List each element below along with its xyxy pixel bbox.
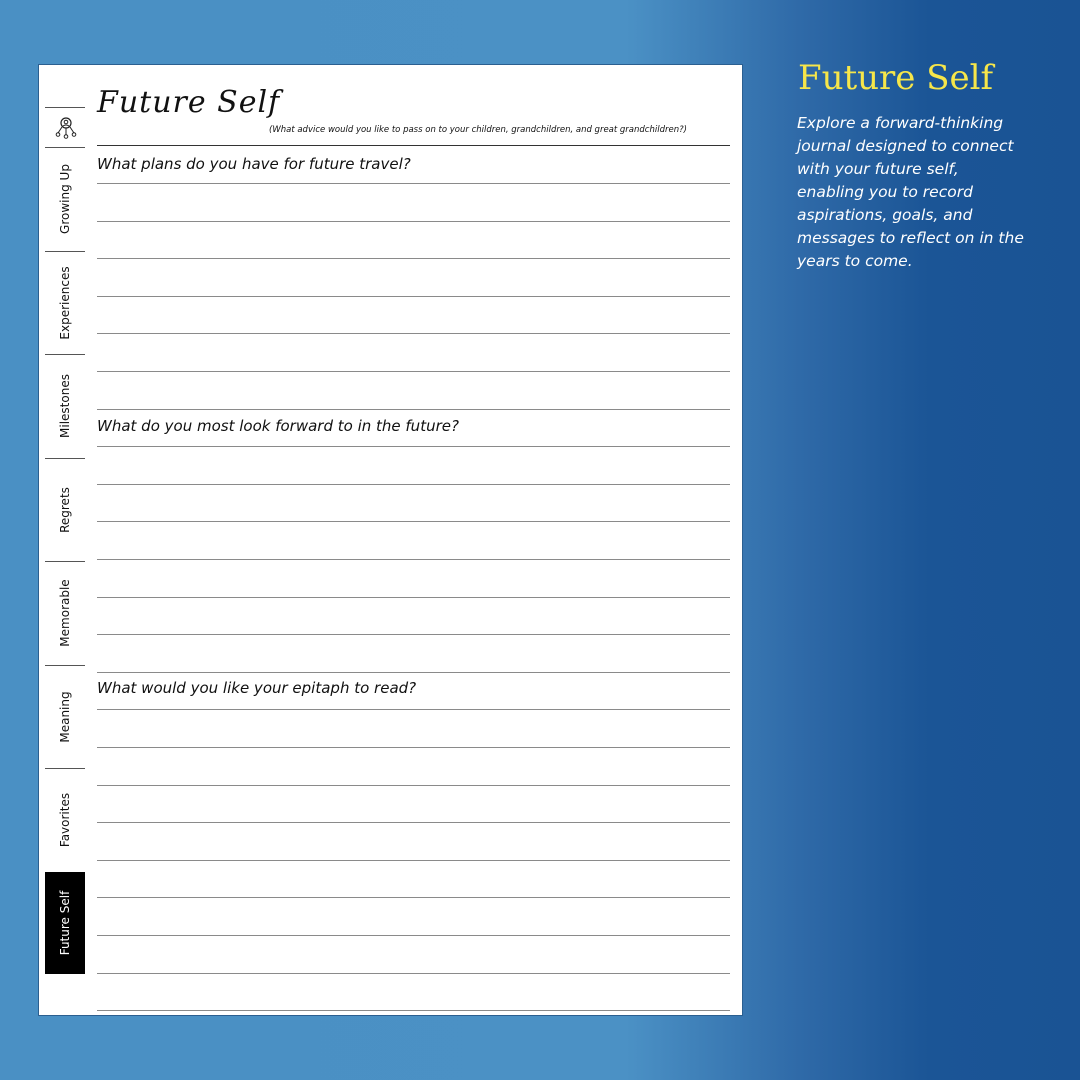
section-tabs [45,107,85,974]
page-subtitle: (What advice would you like to pass on to your children, grandchildren, and great grandchildren?) [269,125,687,135]
tab-meaning[interactable]: Meaning [45,665,85,769]
writing-line[interactable] [97,822,730,823]
tab-memorable[interactable]: Memorable [45,561,85,665]
writing-line[interactable] [97,597,730,598]
person-network-icon [55,116,77,140]
writing-line[interactable] [97,409,730,410]
writing-line[interactable] [97,521,730,522]
tab-regrets[interactable]: Regrets [45,458,85,562]
writing-line[interactable] [97,446,730,447]
writing-line[interactable] [97,973,730,974]
tab-home[interactable] [45,107,85,147]
writing-line[interactable] [97,672,730,673]
writing-line[interactable] [97,296,730,297]
writing-line[interactable] [97,371,730,372]
writing-line[interactable] [97,785,730,786]
writing-line[interactable] [97,897,730,898]
tab-future-self[interactable]: Future Self [45,872,85,974]
writing-line[interactable] [97,634,730,635]
tab-growing-up[interactable]: Growing Up [45,147,85,251]
writing-line[interactable] [97,333,730,334]
tab-favorites[interactable]: Favorites [45,768,85,872]
writing-line[interactable] [97,860,730,861]
panel-description: Explore a forward-thinking journal designed to connect with your future self, enabling you to record aspirations, goals, and messages to reflect on in the years to come. [797,114,1024,270]
writing-line[interactable] [97,484,730,485]
writing-line[interactable] [97,221,730,222]
writing-line[interactable] [97,258,730,259]
writing-line[interactable] [97,747,730,748]
writing-line[interactable] [97,709,730,710]
panel-title: Future Self [798,58,994,98]
writing-line[interactable] [97,935,730,936]
title-rule [97,145,730,146]
question-travel: What plans do you have for future travel? [97,155,411,173]
question-look-forward: What do you most look forward to in the future? [97,417,459,435]
writing-line[interactable] [97,559,730,560]
question-epitaph: What would you like your epitaph to read? [97,679,417,697]
journal-page [38,64,743,1016]
page-title: Future Self [97,85,281,120]
writing-line[interactable] [97,183,730,184]
tab-milestones[interactable]: Milestones [45,354,85,458]
writing-line[interactable] [97,1010,730,1011]
tab-experiences[interactable]: Experiences [45,251,85,355]
